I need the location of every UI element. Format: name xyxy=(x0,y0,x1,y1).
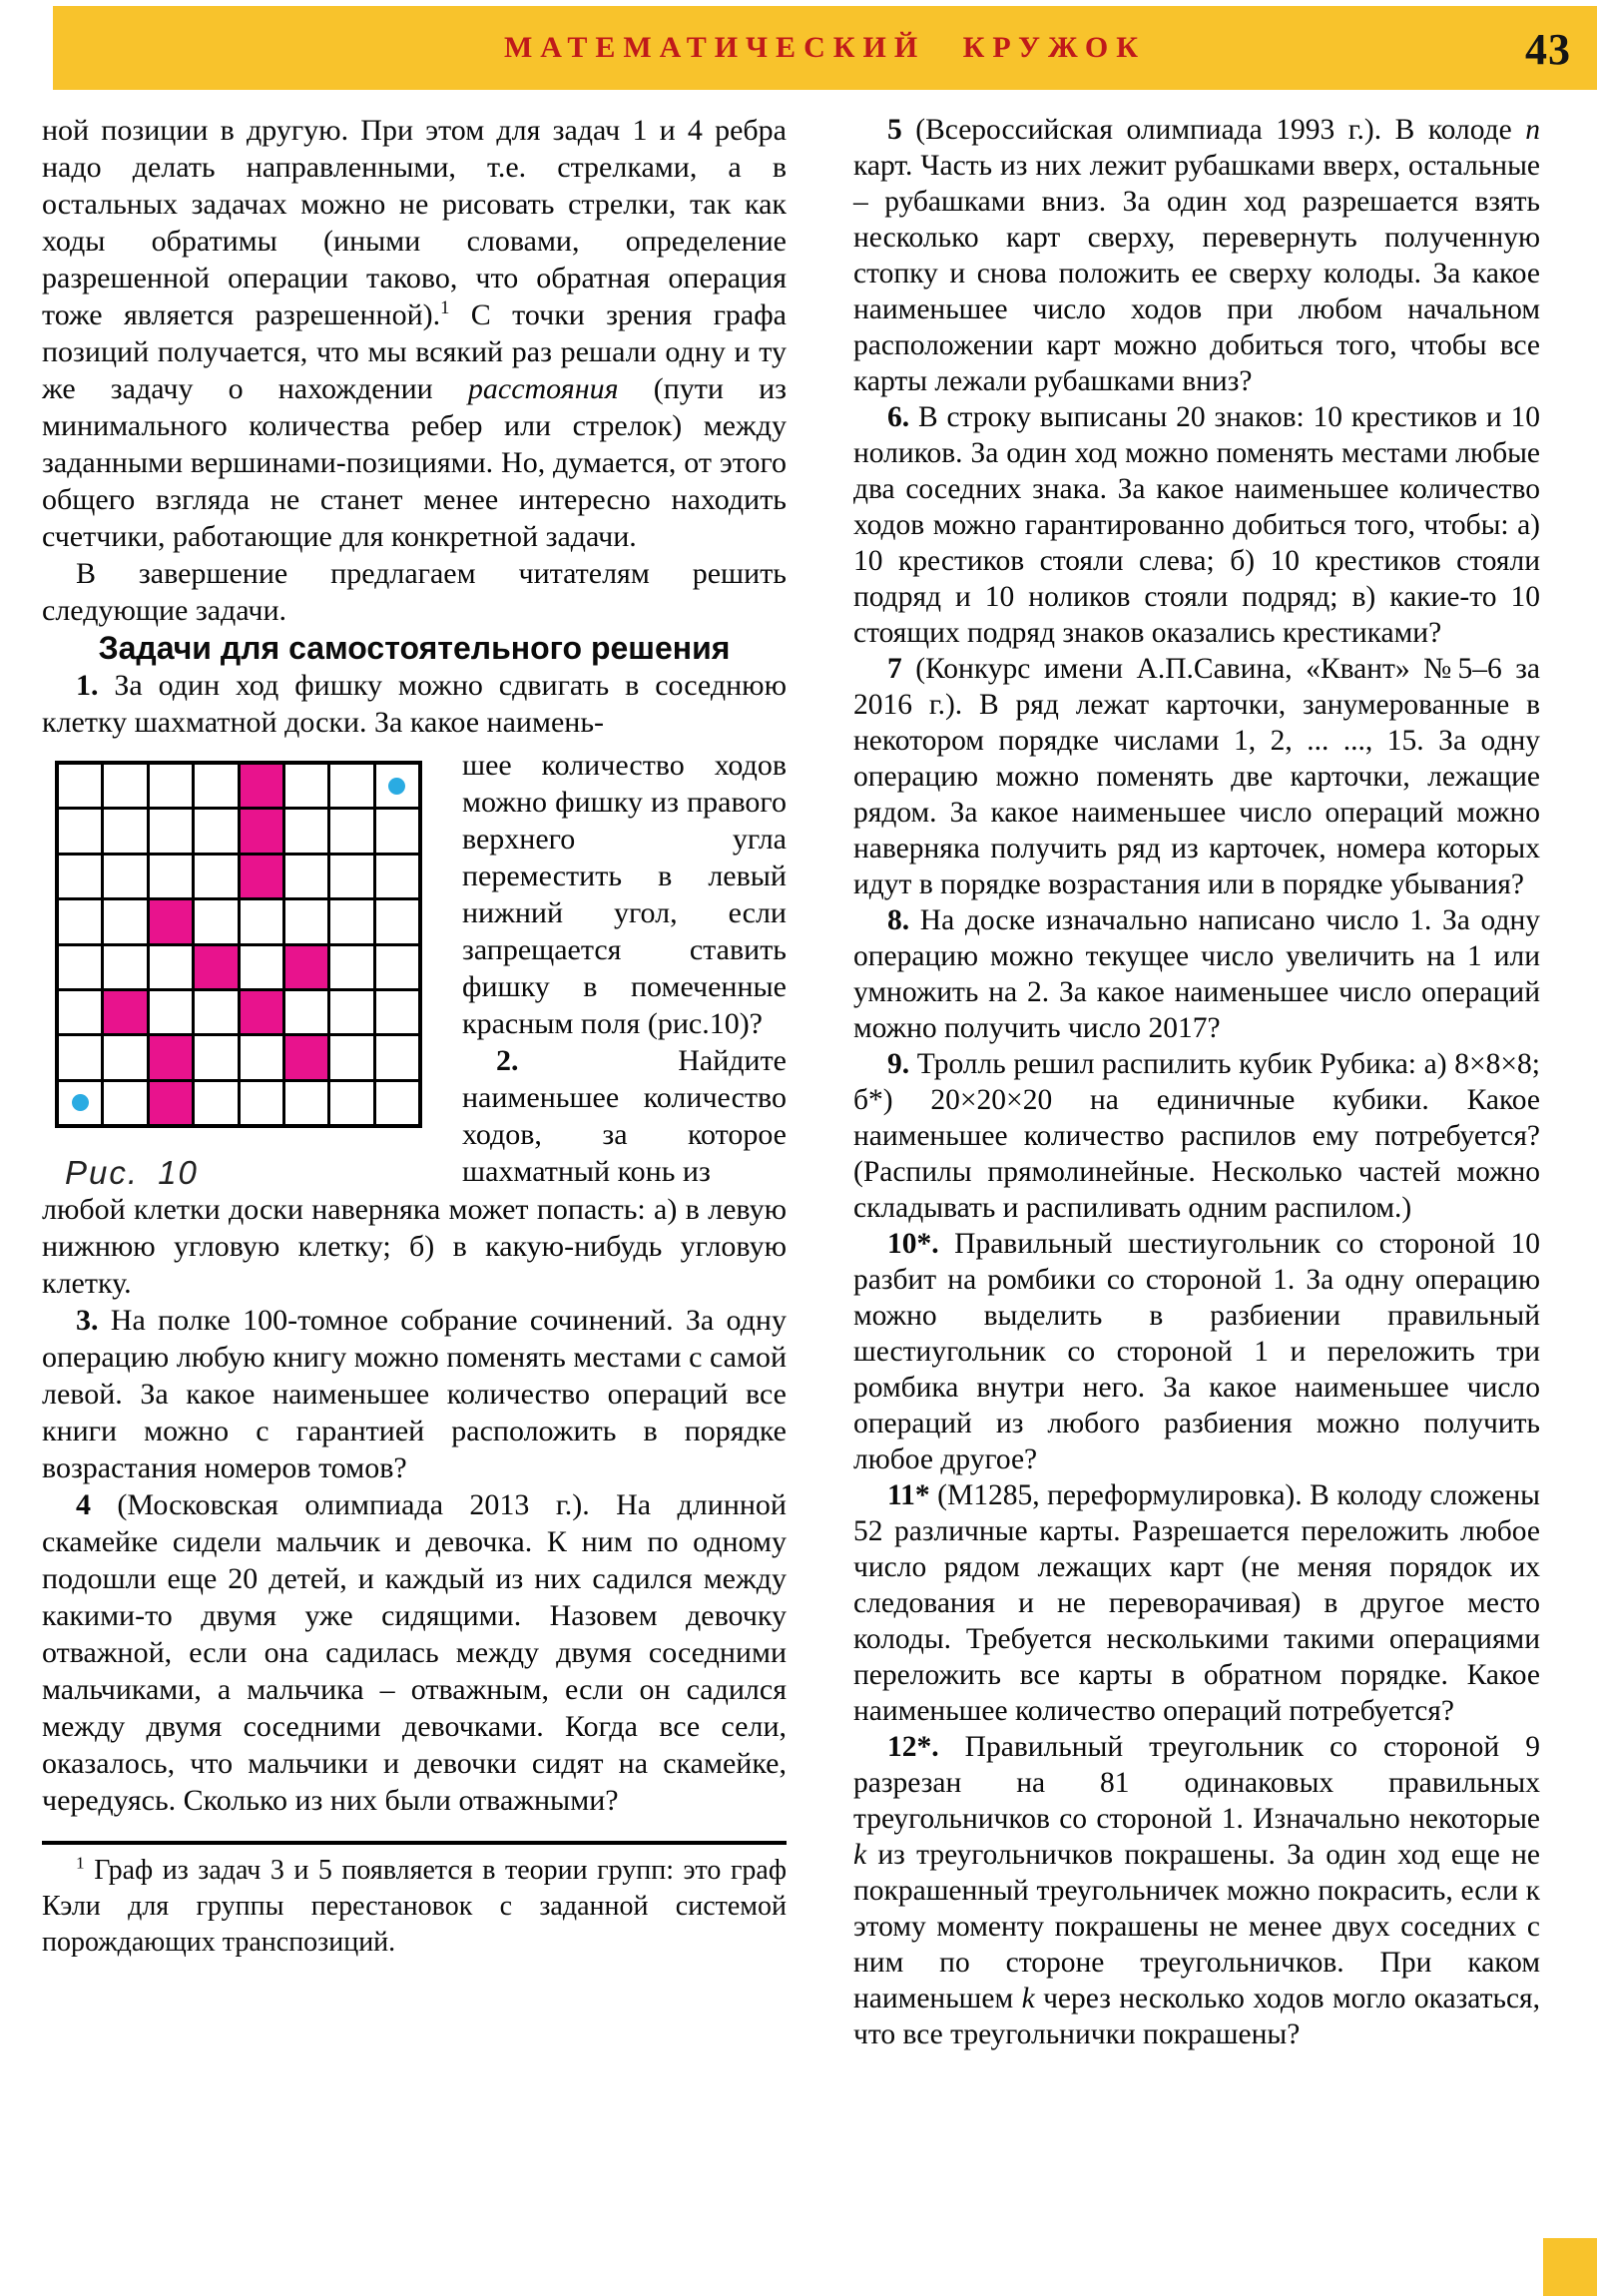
figure-10 xyxy=(55,761,422,1191)
problem-number: 11* xyxy=(887,1479,930,1511)
grid-cell xyxy=(376,946,418,988)
forbidden-cell xyxy=(150,900,192,942)
intro-text: ной позиции в другую. При этом для задач 1 и 4 ребра надо делать направленными, т.е. стрелками, а в остальных задачах можно не рисовать стрелки, так как ходы обратимы (иными словами, определение разрешенной операции таково, что обратная операция тоже является разрешенной). xyxy=(42,114,787,331)
grid-cell xyxy=(195,900,237,942)
grid-cell xyxy=(104,765,146,807)
header-band xyxy=(53,6,1597,90)
problem-text: Тролль решил распилить кубик Рубика: а) 8×8×8; б*) 20×20×20 на единичные кубики. Какое наименьшее количество распилов ему потребуется? (Распилы прямолинейные. Несколько частей можно складывать и распиливать одним распилом.) xyxy=(853,1048,1540,1224)
grid-cell xyxy=(241,900,282,942)
section-heading: Задачи для самостоятельного решения xyxy=(98,630,731,666)
grid-cell xyxy=(285,810,327,852)
problem-text: через несколько ходов могло оказаться, что все треугольнички покрашены? xyxy=(853,1983,1540,2050)
grid-cell xyxy=(241,946,282,988)
problem-number: 10*. xyxy=(887,1228,939,1260)
forbidden-cell xyxy=(241,856,282,897)
problem-2 xyxy=(462,1042,787,1190)
grid-cell xyxy=(150,856,192,897)
grid-cell xyxy=(330,1036,372,1078)
closing-paragraph: В завершение предлагаем читателям решить следующие задачи. xyxy=(42,557,787,627)
intro-paragraph xyxy=(42,112,787,555)
corner-accent-block xyxy=(1543,2238,1597,2296)
problem-text: (М1285, переформулировка). В колоду сложены 52 различные карты. Разрешается переложить любое число рядом лежащих карт (не меняя порядок их следования и не переворачивая) в другое место колоды. Требуется несколькими такими операциями переложить все карты в обратном порядке. Какое наименьшее количество операций потребуется? xyxy=(853,1479,1540,1727)
intro-text: С точки зрения графа позиций получается, что мы всякий раз решали одну и ту же задачу о нахождении xyxy=(42,298,787,405)
problem-number: 8. xyxy=(887,904,910,936)
forbidden-cell xyxy=(241,765,282,807)
problem-text: В строку выписаны 20 знаков: 10 крестиков и 10 ноликов. За один ход можно поменять местами любые два соседних знака. За какое наименьшее количество ходов можно гарантированно добиться того, чтобы: а) 10 крестиков стояли слева; б) 10 крестиков стояли подряд и 10 ноликов стояли подряд; в) какие-то 10 стоящих подряд знаков оказались крестиками? xyxy=(853,401,1540,649)
grid-cell xyxy=(330,900,372,942)
forbidden-cell xyxy=(285,946,327,988)
problem-text: Правильный треугольник со стороной 9 разрезан на 81 одинаковых правильных треугольничков со стороной 1. Изначально некоторые xyxy=(853,1731,1540,1835)
problem-text: Правильный шестиугольник со стороной 10 разбит на ромбики со стороной 1. За одну операцию можно выделить в разбиении правильный шестиугольник со стороной 1 и переложить три ромбика внутри него. За какое наименьшее число операций из любого разбиения можно получить любое другое? xyxy=(853,1228,1540,1475)
problem-number: 7 xyxy=(887,653,902,685)
endpoint-dot xyxy=(72,1094,89,1111)
left-column xyxy=(42,112,787,1961)
problem-number: 5 xyxy=(887,114,902,146)
grid-cell xyxy=(376,1082,418,1124)
footnote-marker: 1 xyxy=(440,297,450,318)
problem-2-continuation: любой клетки доски наверняка может попасть: а) в левую нижнюю угловую клетку; б) в какую-нибудь угловую клетку. xyxy=(42,1193,787,1300)
problem-7 xyxy=(853,651,1540,902)
grid-cell xyxy=(195,765,237,807)
grid-cell xyxy=(195,856,237,897)
grid-cell xyxy=(195,1082,237,1124)
forbidden-cell xyxy=(150,1036,192,1078)
problem-text: карт. Часть из них лежит рубашками вверх, остальные – рубашками вниз. За один ход разрешается взять несколько карт сверху, перевернуть полученную стопку и снова положить ее сверху колоды. За какое наименьшее число ходов при любом начальном расположении карт можно добиться того, чтобы все карты лежали рубашками вниз? xyxy=(853,150,1540,397)
footnote xyxy=(42,1853,787,1961)
grid-cell xyxy=(104,900,146,942)
grid-cell xyxy=(241,1082,282,1124)
problem-text: (Конкурс имени А.П.Савина, «Квант» №5–6 за 2016 г.). В ряд лежат карточки, занумерованные в некотором порядке числами 1, 2, ... ..., 15. За одну операцию можно поменять две карточки, лежащие рядом. За какое наименьшее число операций можно наверняка получить ряд из карточек, номера которых идут в порядке возрастания или в порядке убывания? xyxy=(853,653,1540,900)
forbidden-cell xyxy=(195,946,237,988)
grid-cell xyxy=(59,991,101,1033)
grid-cell xyxy=(104,810,146,852)
grid-cell xyxy=(150,810,192,852)
grid-cell xyxy=(376,1036,418,1078)
problem-5 xyxy=(853,112,1540,399)
figure-caption: Рис. 10 xyxy=(65,1154,199,1191)
intro-text: (пути из минимального количества ребер или стрелок) между заданными вершинами-позициями. Но, думается, от этого общего взгляда не станет менее интересно находить счетчики, работающие для конкретной задачи. xyxy=(42,372,787,553)
endpoint-dot xyxy=(388,778,405,795)
grid-cell xyxy=(330,765,372,807)
grid-cell xyxy=(285,856,327,897)
forbidden-cell xyxy=(104,991,146,1033)
grid-cell xyxy=(195,991,237,1033)
problem-number: 6. xyxy=(887,401,910,433)
grid-cell xyxy=(285,991,327,1033)
page-title: МАТЕМАТИЧЕСКИЙ КРУЖОК xyxy=(503,31,1147,64)
problem-10 xyxy=(853,1226,1540,1477)
forbidden-cell xyxy=(150,1082,192,1124)
page-number: 43 xyxy=(1525,25,1571,74)
math-variable: n xyxy=(1525,114,1540,146)
grid-cell xyxy=(376,900,418,942)
grid-cell xyxy=(241,1036,282,1078)
italic-term: расстояния xyxy=(467,372,619,405)
problem-text: (Московская олимпиада 2013 г.). На длинной скамейке сидели мальчик и девочка. К ним по одному подошли еще 20 детей, и каждый из них садился между какими-то двумя уже сидящими. Назовем девочку отважной, если она садилась между двумя соседними мальчиками, а мальчика – отважным, если он садился между двумя соседними девочками. Когда все сели, оказалось, что мальчики и девочки сидят на скамейке, чередуясь. Сколько из них были отважными? xyxy=(42,1488,787,1817)
grid-cell xyxy=(104,856,146,897)
grid-cell xyxy=(59,900,101,942)
grid-cell xyxy=(59,765,101,807)
problem-9 xyxy=(853,1046,1540,1226)
problem-text: За один ход фишку можно сдвигать в соседнюю клетку шахматной доски. За какое наимень- xyxy=(42,669,787,739)
problem-11 xyxy=(853,1477,1540,1729)
grid-cell xyxy=(330,810,372,852)
grid-cell xyxy=(376,765,418,807)
footnote-text: Граф из задач 3 и 5 появляется в теории групп: это граф Кэли для группы перестановок с заданной системой порождающих транспозиций. xyxy=(42,1855,787,1958)
problem-number: 1. xyxy=(76,669,99,702)
chess-grid xyxy=(55,761,422,1128)
grid-cell xyxy=(150,991,192,1033)
problem-number: 4 xyxy=(76,1488,91,1521)
grid-cell xyxy=(285,900,327,942)
grid-cell xyxy=(59,1036,101,1078)
problem-number: 3. xyxy=(76,1304,99,1337)
grid-cell xyxy=(285,765,327,807)
problem-3 xyxy=(42,1302,787,1486)
grid-cell xyxy=(376,810,418,852)
grid-cell xyxy=(285,1082,327,1124)
grid-cell xyxy=(330,991,372,1033)
problem-4 xyxy=(42,1486,787,1819)
problem-1 xyxy=(42,667,787,741)
grid-cell xyxy=(59,810,101,852)
grid-cell xyxy=(59,856,101,897)
problem-number: 12*. xyxy=(887,1731,939,1763)
grid-cell xyxy=(330,1082,372,1124)
grid-cell xyxy=(376,856,418,897)
problem-text: На полке 100-томное собрание сочинений. За одну операцию любую книгу можно поменять местами с самой левой. За какое наименьшее количество операций все книги можно с гарантией расположить в порядке возрастания номеров томов? xyxy=(42,1304,787,1484)
grid-cell xyxy=(104,1082,146,1124)
forbidden-cell xyxy=(241,810,282,852)
problem-12 xyxy=(853,1729,1540,2052)
figure-row xyxy=(42,747,787,1191)
grid-cell xyxy=(59,1082,101,1124)
footnote-marker: 1 xyxy=(76,1853,85,1873)
grid-cell xyxy=(150,946,192,988)
problem-text: Найдите наименьшее количество ходов, за которое шахматный конь из xyxy=(462,1044,787,1188)
forbidden-cell xyxy=(241,991,282,1033)
grid-cell xyxy=(330,856,372,897)
grid-cell xyxy=(376,991,418,1033)
problem-text: (Всероссийская олимпиада 1993 г.). В колоде xyxy=(901,114,1526,146)
grid-cell xyxy=(150,765,192,807)
grid-cell xyxy=(330,946,372,988)
grid-cell xyxy=(104,946,146,988)
problem-8 xyxy=(853,902,1540,1046)
math-variable: k xyxy=(853,1839,867,1871)
right-column xyxy=(853,112,1540,2052)
problem-number: 2. xyxy=(496,1044,519,1077)
footnote-divider xyxy=(42,1841,787,1845)
problem-number: 9. xyxy=(887,1048,910,1080)
problem-text: На доске изначально написано число 1. За одну операцию можно текущее число увеличить на 1 или умножить на 2. За какое наименьшее число операций можно получить число 2017? xyxy=(853,904,1540,1044)
grid-cell xyxy=(195,810,237,852)
grid-cell xyxy=(104,1036,146,1078)
math-variable: k xyxy=(1021,1983,1035,2014)
problem-1-continuation: шее количество ходов можно фишку из правого верхнего угла переместить в левый нижний угол, если запрещается ставить фишку в помеченные красным поля (рис.10)? xyxy=(462,749,787,1040)
problem-6 xyxy=(853,399,1540,651)
forbidden-cell xyxy=(285,1036,327,1078)
problem-text: из треугольничков покрашены. За один ход еще не покрашенный треугольничек можно покрасить, если к этому моменту покрашены не менее двух соседних с ним по стороне треугольничков. При каком наименьшем xyxy=(853,1839,1540,2014)
grid-cell xyxy=(195,1036,237,1078)
wrapped-text-column xyxy=(462,747,787,1190)
grid-cell xyxy=(59,946,101,988)
